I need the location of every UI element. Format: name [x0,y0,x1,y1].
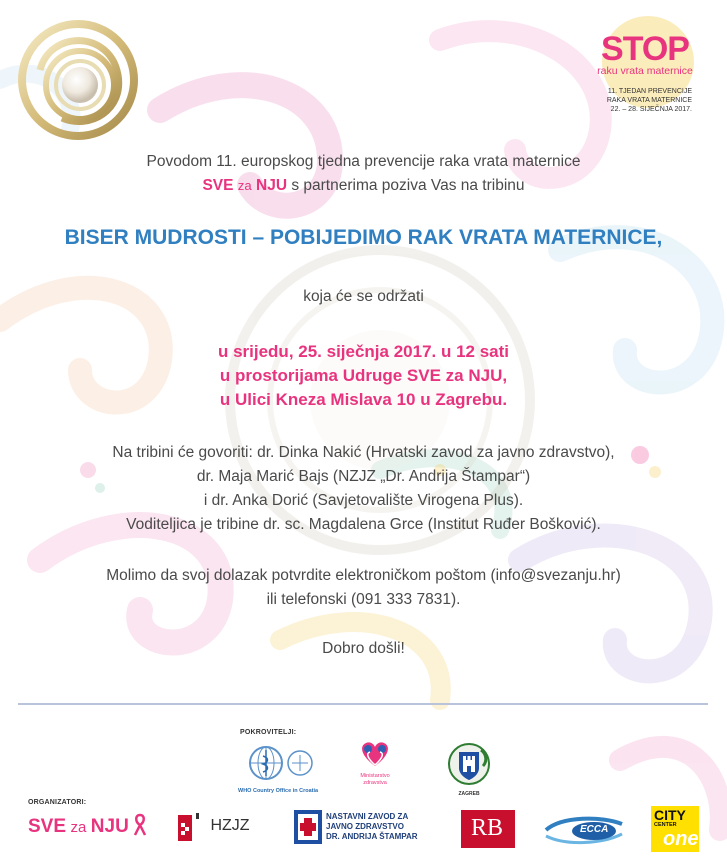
ministry-hearts-icon [357,738,393,768]
org-sve: SVE [28,816,67,837]
nzjz-line-2: JAVNO ZDRAVSTVO [326,822,404,831]
city-center-one-logo [651,806,699,852]
rb-text: RB [471,815,504,841]
nzjz-text [326,812,418,842]
who-emblem-icon [238,744,334,782]
org-za: za [70,819,87,836]
hzjz-text: HZJZ [210,817,250,834]
footer-divider [18,703,708,705]
nzjz-logo [294,810,434,850]
ministry-logo [350,738,400,794]
stop-title: STOP [601,30,689,68]
speakers-line-2: dr. Maja Marić Bajs (NZJZ „Dr. Andrija Štampar“) [196,468,531,485]
hzjz-logo [178,811,268,847]
event-title: BISER MUDROSTI – POBIJEDIMO RAK VRATA MATERNICE, [64,226,663,249]
ministry-caption-2: zdravstva [363,780,387,786]
rsvp-email-line: Molimo da svoj dolazak potvrdite elektroničkom poštom (info@svezanju.hr) [106,567,621,584]
city-center-text: CENTER [654,822,677,828]
city-text: CITY [654,807,686,823]
moderator-line: Voditeljica je tribine dr. sc. Magdalena Grce (Institut Ruđer Bošković). [126,516,601,533]
who-caption: WHO Country Office in Croatia [238,788,319,794]
stop-dates-line: 22. – 28. SIJEČNJA 2017. [610,106,692,113]
welcome-text: Dobro došli! [322,640,405,657]
sve-za-nju-logo [28,813,168,849]
who-logo [238,744,334,794]
sponsors-label: POKROVITELJI: [240,729,297,736]
zagreb-caption: ZAGREB [458,791,480,797]
ministry-caption-1: Ministarstvo [360,773,390,779]
stop-week-line: 11. TJEDAN PREVENCIJE [607,88,692,95]
nzjz-line-3: DR. ANDRIJA ŠTAMPAR [326,832,418,841]
zagreb-logo [444,742,494,796]
nzjz-emblem-icon [294,810,322,844]
speakers-line-3: i dr. Anka Dorić (Savjetovalište Virogena Plus). [203,492,524,509]
rsvp-phone-line: ili telefonski (091 333 7831). [266,591,461,608]
organizers-label: ORGANIZATORI: [28,799,87,806]
stop-topic-line: RAKA VRATA MATERNICE [606,97,692,104]
ecca-logo [542,812,626,848]
brand-name-inline: SVE za NJU [202,177,288,194]
intro-line-2: SVE za NJU s partnerima poziva Vas na tribinu [202,177,525,194]
intro-line-1: Povodom 11. europskog tjedna prevencije raka vrata maternice [146,153,581,170]
event-venue: u prostorijama Udruge SVE za NJU, [219,366,508,385]
event-date: u srijedu, 25. siječnja 2017. u 12 sati [217,342,510,361]
hzjz-emblem-icon [178,811,206,841]
stop-subtitle: raku vrata maternice [597,65,693,77]
stop-campaign-badge [590,30,700,114]
one-text: one [663,828,699,850]
event-address: u Ulici Kneza Mislava 10 u Zagrebu. [219,390,508,409]
speakers-line-1: Na tribini će govoriti: dr. Dinka Nakić (Hrvatski zavod za javno zdravstvo), [112,444,615,461]
pink-ribbon-icon [133,813,147,837]
ecca-text: ECCA [580,824,609,835]
nzjz-line-1: NASTAVNI ZAVOD ZA [326,812,409,821]
held-text: koja će se održati [303,288,424,305]
zagreb-coat-of-arms-icon [447,742,491,786]
org-nju: NJU [90,816,129,837]
rb-logo [461,810,515,848]
